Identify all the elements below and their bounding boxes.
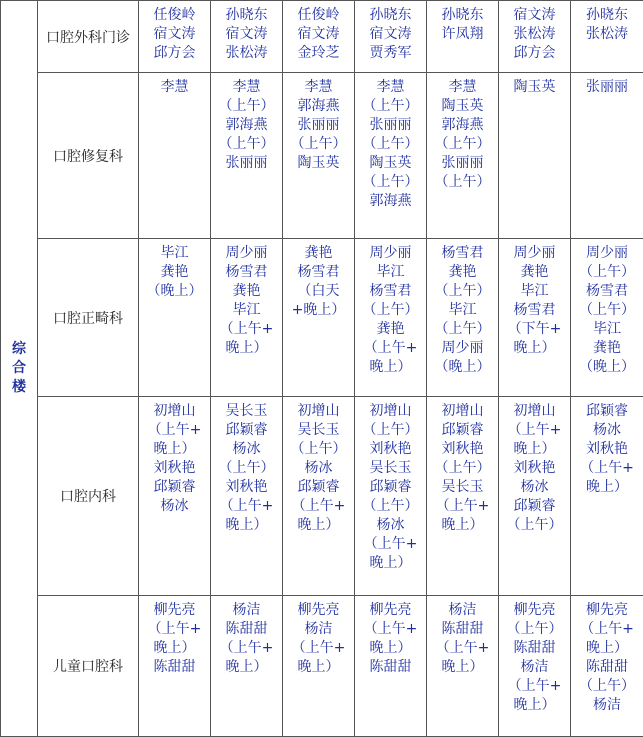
doctor-entry: 晚上） xyxy=(139,639,210,658)
doctor-entry: （晚上） xyxy=(427,358,498,377)
doctor-entry: （上午） xyxy=(355,97,426,116)
doctor-entry: （上午+ xyxy=(571,620,643,639)
doctor-entry: 周少丽 xyxy=(355,244,426,263)
doctor-entry: 周少丽 xyxy=(571,244,643,263)
doctor-entry: 宿文涛 xyxy=(499,6,570,25)
department-label: 口腔修复科 xyxy=(38,73,139,239)
doctor-entry: （上午） xyxy=(571,263,643,282)
doctor-entry: 杨雪君 xyxy=(355,282,426,301)
doctor-entry: 陈甜甜 xyxy=(571,658,643,677)
doctor-entry: 杨洁 xyxy=(427,601,498,620)
doctor-entry: 晚上） xyxy=(355,639,426,658)
schedule-cell xyxy=(283,239,355,397)
doctor-entry: 毕江 xyxy=(139,244,210,263)
doctor-entry: 初增山 xyxy=(355,402,426,421)
doctor-entry: （上午+ xyxy=(139,421,210,440)
schedule-cell xyxy=(355,596,427,737)
doctor-entry: 杨雪君 xyxy=(571,282,643,301)
schedule-cell xyxy=(139,1,211,73)
department-label: 口腔正畸科 xyxy=(38,239,139,397)
doctor-entry: 邱颖睿 xyxy=(427,421,498,440)
building-cell xyxy=(1,1,38,737)
doctor-entry: 毕江 xyxy=(499,282,570,301)
schedule-cell xyxy=(427,397,499,596)
doctor-entry: 杨冰 xyxy=(571,421,643,440)
doctor-entry: （上午+ xyxy=(211,497,282,516)
doctor-entry: 陈甜甜 xyxy=(211,620,282,639)
doctor-entry: （上午） xyxy=(427,459,498,478)
doctor-entry: 张松涛 xyxy=(211,44,282,63)
schedule-cell xyxy=(427,239,499,397)
schedule-cell xyxy=(211,596,283,737)
doctor-entry: 陶玉英 xyxy=(283,154,354,173)
schedule-cell xyxy=(355,397,427,596)
doctor-entry: 吴长玉 xyxy=(211,402,282,421)
doctor-entry: （上午） xyxy=(355,173,426,192)
doctor-entry: 吴长玉 xyxy=(355,459,426,478)
doctor-entry: 邱方会 xyxy=(499,44,570,63)
doctor-entry: 初增山 xyxy=(499,402,570,421)
schedule-body xyxy=(1,1,643,737)
doctor-entry: 龚艳 xyxy=(571,339,643,358)
doctor-entry: 晚上） xyxy=(211,339,282,358)
schedule-cell xyxy=(571,1,643,73)
doctor-entry: 孙晓东 xyxy=(211,6,282,25)
schedule-cell xyxy=(283,1,355,73)
schedule-cell xyxy=(283,73,355,239)
doctor-entry: （白天 xyxy=(283,282,354,301)
doctor-entry: 吴长玉 xyxy=(427,478,498,497)
doctor-entry: 邱颖睿 xyxy=(499,497,570,516)
schedule-cell xyxy=(139,596,211,737)
doctor-entry: 陈甜甜 xyxy=(355,658,426,677)
doctor-entry: 龚艳 xyxy=(499,263,570,282)
doctor-entry: 初增山 xyxy=(283,402,354,421)
doctor-entry: （上午+ xyxy=(283,639,354,658)
doctor-entry: 晚上） xyxy=(499,339,570,358)
doctor-entry: 晚上） xyxy=(355,358,426,377)
doctor-entry: （上午） xyxy=(355,421,426,440)
dept-row-prosthodontics xyxy=(1,73,643,239)
doctor-entry: 周少丽 xyxy=(427,339,498,358)
schedule-cell xyxy=(211,239,283,397)
schedule-cell xyxy=(571,596,643,737)
doctor-entry: （上午+ xyxy=(211,639,282,658)
schedule-cell xyxy=(355,239,427,397)
doctor-entry: 李慧 xyxy=(139,78,210,97)
department-label: 儿童口腔科 xyxy=(38,596,139,737)
doctor-entry: 晚上） xyxy=(427,516,498,535)
doctor-entry: 李慧 xyxy=(355,78,426,97)
doctor-entry: 杨冰 xyxy=(355,516,426,535)
doctor-entry: （上午） xyxy=(427,135,498,154)
doctor-entry: 张松涛 xyxy=(499,25,570,44)
doctor-entry: 陈甜甜 xyxy=(427,620,498,639)
doctor-entry: 柳先亮 xyxy=(571,601,643,620)
doctor-entry: 刘秋艳 xyxy=(355,440,426,459)
doctor-entry: 邱颖睿 xyxy=(355,478,426,497)
doctor-entry: 郭海燕 xyxy=(427,116,498,135)
doctor-entry: 晚上） xyxy=(211,658,282,677)
doctor-entry: 柳先亮 xyxy=(499,601,570,620)
schedule-cell xyxy=(139,73,211,239)
doctor-entry: 刘秋艳 xyxy=(427,440,498,459)
doctor-entry: 邱颖睿 xyxy=(571,402,643,421)
doctor-entry: 初增山 xyxy=(139,402,210,421)
doctor-entry: 杨洁 xyxy=(211,601,282,620)
doctor-entry: （晚上） xyxy=(139,282,210,301)
doctor-entry: 陈甜甜 xyxy=(139,658,210,677)
doctor-entry: （上午） xyxy=(355,301,426,320)
doctor-entry: 晚上） xyxy=(283,516,354,535)
doctor-entry: 龚艳 xyxy=(283,244,354,263)
doctor-entry: （上午+ xyxy=(355,620,426,639)
dept-row-endodontics xyxy=(1,397,643,596)
doctor-entry: 贾秀军 xyxy=(355,44,426,63)
department-label: 口腔外科门诊 xyxy=(38,1,139,73)
doctor-entry: 毕江 xyxy=(427,301,498,320)
doctor-entry: （上午） xyxy=(355,135,426,154)
schedule-cell xyxy=(499,397,571,596)
schedule-cell xyxy=(211,73,283,239)
doctor-entry: 杨冰 xyxy=(499,478,570,497)
doctor-entry: 邱颖睿 xyxy=(211,421,282,440)
building-label: 综合楼 xyxy=(11,340,27,397)
doctor-entry: 杨洁 xyxy=(571,696,643,715)
doctor-entry: （上午） xyxy=(427,282,498,301)
doctor-entry: 孙晓东 xyxy=(571,6,643,25)
doctor-entry: （上午） xyxy=(571,677,643,696)
doctor-entry: 周少丽 xyxy=(499,244,570,263)
doctor-entry: 陶玉英 xyxy=(499,78,570,97)
department-label: 口腔内科 xyxy=(38,397,139,596)
doctor-entry: （上午） xyxy=(427,173,498,192)
dept-row-oral-surgery xyxy=(1,1,643,73)
doctor-entry: +晚上） xyxy=(283,301,354,320)
schedule-cell xyxy=(283,596,355,737)
doctor-entry: 杨冰 xyxy=(283,459,354,478)
doctor-entry: 杨雪君 xyxy=(283,263,354,282)
doctor-entry: （上午） xyxy=(427,320,498,339)
doctor-entry: 龚艳 xyxy=(355,320,426,339)
schedule-cell xyxy=(499,1,571,73)
doctor-entry: 毕江 xyxy=(211,301,282,320)
doctor-entry: 郭海燕 xyxy=(283,97,354,116)
doctor-entry: 陶玉英 xyxy=(355,154,426,173)
doctor-entry: （上午+ xyxy=(355,535,426,554)
doctor-entry: 陈甜甜 xyxy=(499,639,570,658)
doctor-entry: （上午+ xyxy=(499,677,570,696)
doctor-entry: 龚艳 xyxy=(211,282,282,301)
doctor-entry: 龚艳 xyxy=(139,263,210,282)
doctor-entry: 宿文涛 xyxy=(211,25,282,44)
doctor-entry: 李慧 xyxy=(427,78,498,97)
doctor-entry: （晚上） xyxy=(571,358,643,377)
doctor-entry: （上午+ xyxy=(571,459,643,478)
schedule-cell xyxy=(499,73,571,239)
doctor-entry: 孙晓东 xyxy=(355,6,426,25)
doctor-entry: 杨雪君 xyxy=(211,263,282,282)
doctor-entry: 柳先亮 xyxy=(355,601,426,620)
doctor-entry: （上午） xyxy=(499,516,570,535)
doctor-entry: 宿文涛 xyxy=(355,25,426,44)
schedule-cell xyxy=(211,1,283,73)
schedule-cell xyxy=(139,239,211,397)
schedule-cell xyxy=(571,239,643,397)
doctor-entry: 杨洁 xyxy=(499,658,570,677)
doctor-entry: 金玲芝 xyxy=(283,44,354,63)
doctor-entry: （上午） xyxy=(211,97,282,116)
doctor-entry: 周少丽 xyxy=(211,244,282,263)
doctor-entry: 张丽丽 xyxy=(211,154,282,173)
doctor-entry: 宿文涛 xyxy=(283,25,354,44)
doctor-entry: 柳先亮 xyxy=(139,601,210,620)
doctor-entry: （上午） xyxy=(355,497,426,516)
dept-row-orthodontics xyxy=(1,239,643,397)
doctor-entry: （上午） xyxy=(211,459,282,478)
schedule-cell xyxy=(283,397,355,596)
doctor-entry: 邱方会 xyxy=(139,44,210,63)
doctor-entry: 任俊岭 xyxy=(139,6,210,25)
doctor-entry: 杨雪君 xyxy=(427,244,498,263)
schedule-cell xyxy=(139,397,211,596)
doctor-entry: （上午+ xyxy=(427,497,498,516)
doctor-entry: 杨洁 xyxy=(283,620,354,639)
doctor-entry: 张丽丽 xyxy=(355,116,426,135)
doctor-entry: 晚上） xyxy=(427,658,498,677)
doctor-entry: （上午+ xyxy=(499,421,570,440)
dept-row-pediatric-dentistry xyxy=(1,596,643,737)
doctor-entry: 任俊岭 xyxy=(283,6,354,25)
doctor-entry: 晚上） xyxy=(283,658,354,677)
schedule-cell xyxy=(355,1,427,73)
doctor-entry: 张丽丽 xyxy=(283,116,354,135)
schedule-cell xyxy=(571,397,643,596)
doctor-entry: （下午+ xyxy=(499,320,570,339)
doctor-entry: 刘秋艳 xyxy=(139,459,210,478)
doctor-entry: 龚艳 xyxy=(427,263,498,282)
doctor-entry: 李慧 xyxy=(283,78,354,97)
doctor-entry: （上午） xyxy=(499,620,570,639)
doctor-entry: （上午+ xyxy=(283,497,354,516)
doctor-entry: 刘秋艳 xyxy=(499,459,570,478)
doctor-entry: （上午） xyxy=(211,135,282,154)
doctor-entry: 郭海燕 xyxy=(211,116,282,135)
schedule-cell xyxy=(571,73,643,239)
doctor-entry: 宿文涛 xyxy=(139,25,210,44)
schedule-cell xyxy=(427,73,499,239)
doctor-entry: 杨冰 xyxy=(139,497,210,516)
doctor-entry: （上午） xyxy=(283,135,354,154)
doctor-entry: （上午） xyxy=(283,440,354,459)
doctor-entry: 孙晓东 xyxy=(427,6,498,25)
doctor-entry: 晚上） xyxy=(571,639,643,658)
doctor-entry: 郭海燕 xyxy=(355,192,426,211)
doctor-entry: 许凤翔 xyxy=(427,25,498,44)
doctor-entry: 晚上） xyxy=(139,440,210,459)
doctor-entry: 张丽丽 xyxy=(571,78,643,97)
doctor-entry: 刘秋艳 xyxy=(211,478,282,497)
doctor-entry: 邱颖睿 xyxy=(283,478,354,497)
doctor-entry: 初增山 xyxy=(427,402,498,421)
doctor-entry: （上午） xyxy=(571,301,643,320)
doctor-entry: 晚上） xyxy=(499,440,570,459)
doctor-entry: 张松涛 xyxy=(571,25,643,44)
doctor-entry: 陶玉英 xyxy=(427,97,498,116)
schedule-cell xyxy=(211,397,283,596)
doctor-entry: 柳先亮 xyxy=(283,601,354,620)
doctor-entry: 杨冰 xyxy=(211,440,282,459)
doctor-entry: 吴长玉 xyxy=(283,421,354,440)
doctor-entry: 晚上） xyxy=(211,516,282,535)
doctor-entry: （上午+ xyxy=(427,639,498,658)
doctor-entry: 刘秋艳 xyxy=(571,440,643,459)
doctor-entry: 晚上） xyxy=(355,554,426,573)
doctor-entry: 杨雪君 xyxy=(499,301,570,320)
doctor-entry: 邱颖睿 xyxy=(139,478,210,497)
doctor-entry: （上午+ xyxy=(355,339,426,358)
doctor-entry: （上午+ xyxy=(139,620,210,639)
doctor-entry: （上午+ xyxy=(211,320,282,339)
doctor-entry: 晚上） xyxy=(571,478,643,497)
doctor-entry: 晚上） xyxy=(499,696,570,715)
doctor-entry: 毕江 xyxy=(355,263,426,282)
schedule-cell xyxy=(499,239,571,397)
doctor-entry: 毕江 xyxy=(571,320,643,339)
schedule-cell xyxy=(427,1,499,73)
schedule-cell xyxy=(355,73,427,239)
doctor-entry: 张丽丽 xyxy=(427,154,498,173)
doctor-entry: 李慧 xyxy=(211,78,282,97)
schedule-cell xyxy=(427,596,499,737)
schedule-cell xyxy=(499,596,571,737)
